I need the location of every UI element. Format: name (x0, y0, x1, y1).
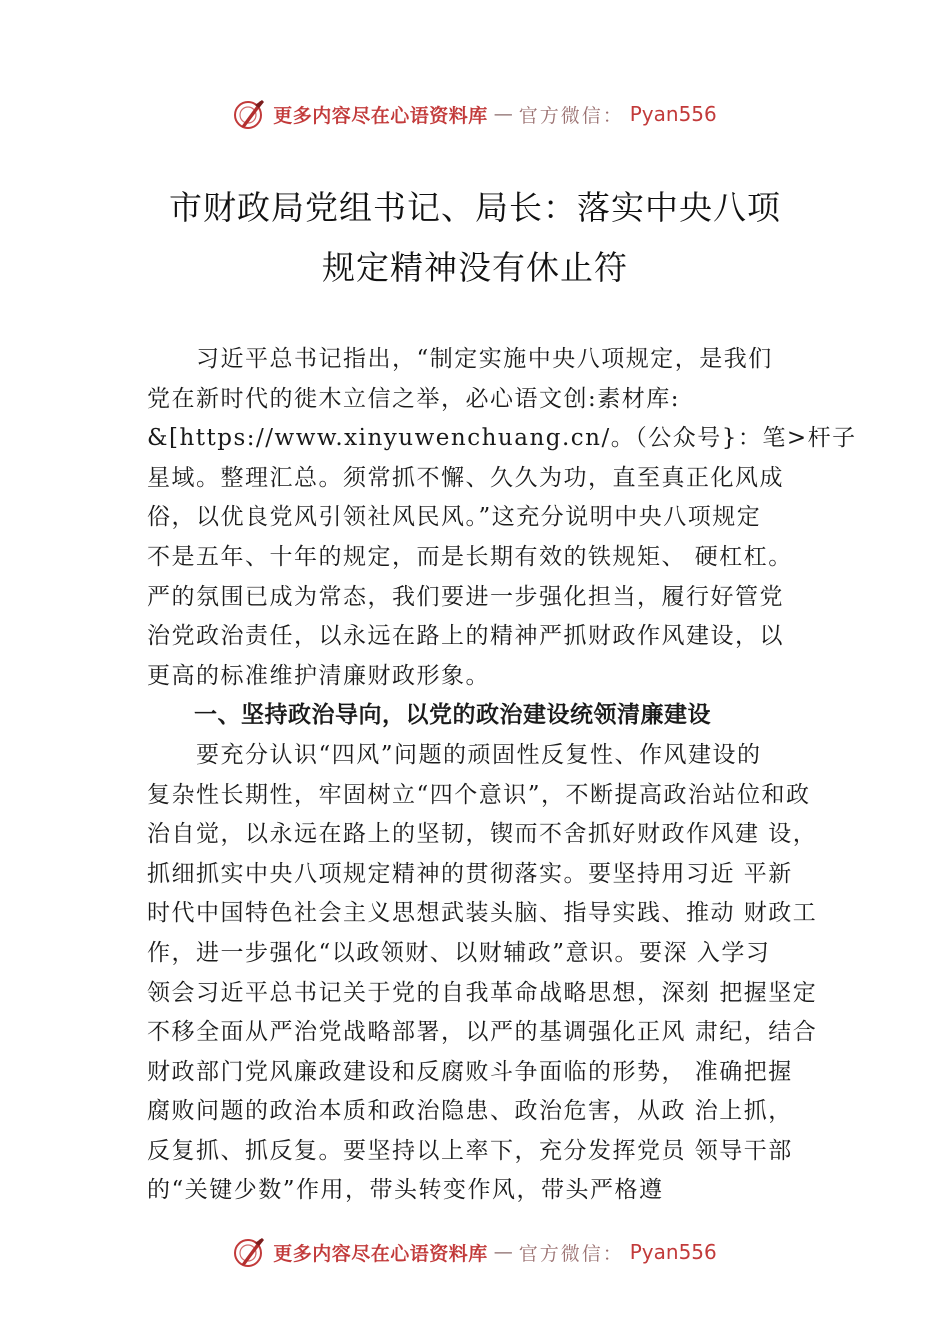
body-line: 不是五年、十年的规定，而是长期有效的铁规矩、 硬杠杠。 (147, 543, 793, 570)
banner-account: Pyan556 (629, 102, 717, 126)
body-line: &[https://www.xinyuwenchuang.cn/。（公众号}：笔>杆子 (147, 425, 857, 452)
body-line: 党在新时代的徙木立信之举，必心语文创:素材库: (147, 385, 680, 412)
body-line: 更高的标准维护清廉财政形象。 (147, 662, 490, 689)
body-line: 严的氛围已成为常态，我们要进一步强化担当，履行好管党 (147, 583, 784, 610)
quill-logo-icon (233, 97, 267, 131)
body-line: 不移全面从严治党战略部署，以严的基调强化正风 肃纪，结合 (147, 1019, 818, 1046)
body-line: 俗，以优良党风引领社风民风。”这充分说明中央八项规定 (147, 504, 762, 531)
document-title (120, 178, 830, 298)
body-line: 抓细抓实中央八项规定精神的贯彻落实。要坚持用习近 平新 (147, 860, 793, 887)
section-heading: 一、坚持政治导向，以党的政治建设统领清廉建设 (147, 702, 711, 729)
body-line: 治党政治责任，以永远在路上的精神严抓财政作风建设，以 (147, 623, 784, 650)
document-body (147, 340, 857, 1211)
body-line: 的“关键少数”作用，带头转变作风，带头严格遵 (147, 1177, 664, 1204)
banner-account: Pyan556 (629, 1240, 717, 1264)
banner-text: 更多内容尽在心语资料库 (273, 1242, 488, 1265)
title-line-2: 规定精神没有休止符 (322, 248, 628, 287)
body-line: 时代中国特色社会主义思想武装头脑、指导实践、推动 财政工 (147, 900, 818, 927)
body-line: 复杂性长期性，牢固树立“四个意识”，不断提高政治站位和政 (147, 781, 811, 808)
body-line: 腐败问题的政治本质和政治隐患、政治危害，从政 治上抓， (147, 1098, 793, 1125)
banner-separator: — (493, 1241, 513, 1263)
body-line: 领会习近平总书记关于党的自我革命战略思想，深刻 把握坚定 (147, 979, 818, 1006)
quill-logo-icon (233, 1235, 267, 1269)
body-line: 财政部门党风廉政建设和反腐败斗争面临的形势， 准确把握 (147, 1058, 793, 1085)
banner-label: 官方微信： (518, 104, 624, 127)
header-watermark-banner (0, 94, 950, 134)
banner-separator: — (493, 103, 513, 125)
title-line-1: 市财政局党组书记、局长：落实中央八项 (169, 188, 781, 227)
banner-text: 更多内容尽在心语资料库 (273, 104, 488, 127)
body-line: 作，进一步强化“以政领财、以财辅政”意识。要深 入学习 (147, 939, 771, 966)
body-line: 反复抓、抓反复。要坚持以上率下，充分发挥党员 领导干部 (147, 1137, 793, 1164)
body-line: 星域。整理汇总。须常抓不懈、久久为功，直至真正化风成 (147, 464, 784, 491)
footer-watermark-banner (0, 1232, 950, 1272)
body-line: 要充分认识“四风”问题的顽固性反复性、作风建设的 (147, 741, 762, 768)
body-line: 习近平总书记指出，“制定实施中央八项规定，是我们 (147, 346, 773, 372)
body-line: 治自觉，以永远在路上的坚韧，锲而不舍抓好财政作风建 设， (147, 821, 818, 848)
banner-label: 官方微信： (518, 1242, 624, 1265)
